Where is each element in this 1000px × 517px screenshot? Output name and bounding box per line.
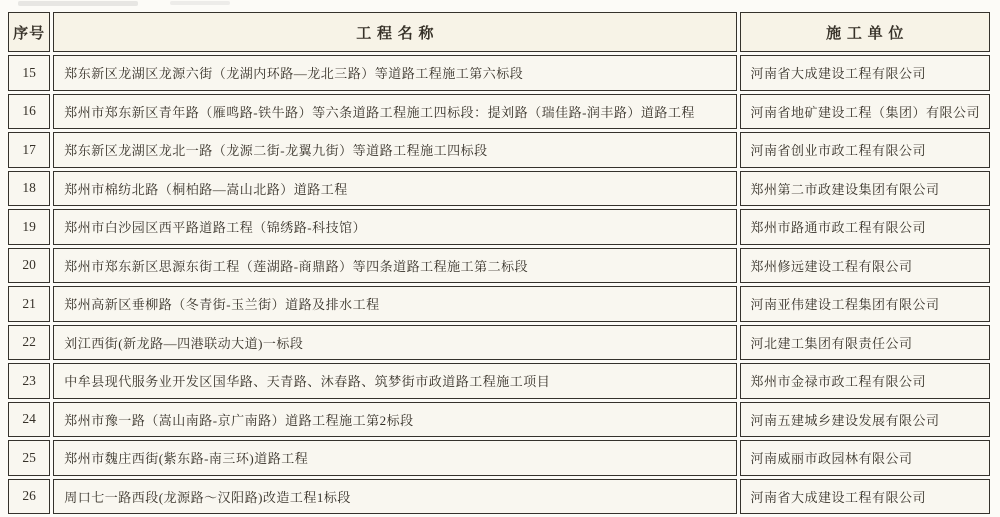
table-row bbox=[8, 248, 990, 284]
serial-number-cell: 18 bbox=[8, 171, 50, 207]
project-name-cell: 郑州市郑东新区青年路（雁鸣路-铁牛路）等六条道路工程施工四标段：提刘路（瑞佳路-润丰路）道路工程 bbox=[53, 94, 737, 130]
project-name-cell: 郑州市棉纺北路（桐柏路—嵩山北路）道路工程 bbox=[53, 171, 737, 207]
serial-number-cell: 25 bbox=[8, 440, 50, 476]
table-row bbox=[8, 132, 990, 168]
table-row bbox=[8, 209, 990, 245]
serial-number-cell: 20 bbox=[8, 248, 50, 284]
project-name-cell: 刘江西街(新龙路—四港联动大道)一标段 bbox=[53, 325, 737, 361]
contractor-cell: 河南威丽市政园林有限公司 bbox=[740, 440, 990, 476]
project-name-cell: 周口七一路西段(龙源路～汉阳路)改造工程1标段 bbox=[53, 479, 737, 515]
scan-artifact bbox=[18, 1, 138, 6]
table-row bbox=[8, 479, 990, 515]
serial-number-cell: 15 bbox=[8, 55, 50, 91]
project-name-cell: 郑州高新区垂柳路（冬青街-玉兰街）道路及排水工程 bbox=[53, 286, 737, 322]
project-name-cell: 郑州市白沙园区西平路道路工程（锦绣路-科技馆） bbox=[53, 209, 737, 245]
contractor-cell: 河南省创业市政工程有限公司 bbox=[740, 132, 990, 168]
serial-number-cell: 23 bbox=[8, 363, 50, 399]
contractor-cell: 郑州市路通市政工程有限公司 bbox=[740, 209, 990, 245]
table-row bbox=[8, 286, 990, 322]
serial-number-cell: 16 bbox=[8, 94, 50, 130]
contractor-cell: 河南亚伟建设工程集团有限公司 bbox=[740, 286, 990, 322]
project-name-cell: 郑东新区龙湖区龙源六街（龙湖内环路—龙北三路）等道路工程施工第六标段 bbox=[53, 55, 737, 91]
contractor-cell: 河北建工集团有限责任公司 bbox=[740, 325, 990, 361]
table-row bbox=[8, 440, 990, 476]
project-name-cell: 郑州市郑东新区思源东街工程（莲湖路-商鼎路）等四条道路工程施工第二标段 bbox=[53, 248, 737, 284]
serial-number-cell: 24 bbox=[8, 402, 50, 438]
serial-number-cell: 17 bbox=[8, 132, 50, 168]
contractor-cell: 河南省大成建设工程有限公司 bbox=[740, 479, 990, 515]
contractor-cell: 河南五建城乡建设发展有限公司 bbox=[740, 402, 990, 438]
project-name-cell: 郑州市魏庄西街(紫东路-南三环)道路工程 bbox=[53, 440, 737, 476]
table-row bbox=[8, 363, 990, 399]
project-contractor-table bbox=[5, 9, 993, 517]
header-contractor: 施 工 单 位 bbox=[740, 12, 990, 52]
scan-artifact bbox=[170, 1, 230, 5]
project-name-cell: 郑东新区龙湖区龙北一路（龙源二街-龙翼九街）等道路工程施工四标段 bbox=[53, 132, 737, 168]
table-row bbox=[8, 55, 990, 91]
serial-number-cell: 21 bbox=[8, 286, 50, 322]
header-project-name: 工 程 名 称 bbox=[53, 12, 737, 52]
contractor-cell: 河南省地矿建设工程（集团）有限公司 bbox=[740, 94, 990, 130]
serial-number-cell: 26 bbox=[8, 479, 50, 515]
contractor-cell: 郑州第二市政建设集团有限公司 bbox=[740, 171, 990, 207]
serial-number-cell: 19 bbox=[8, 209, 50, 245]
project-name-cell: 中牟县现代服务业开发区国华路、天青路、沐春路、筑梦街市政道路工程施工项目 bbox=[53, 363, 737, 399]
table-row bbox=[8, 325, 990, 361]
table-row bbox=[8, 94, 990, 130]
table-row bbox=[8, 171, 990, 207]
project-name-cell: 郑州市豫一路（嵩山南路-京广南路）道路工程施工第2标段 bbox=[53, 402, 737, 438]
table-row bbox=[8, 402, 990, 438]
contractor-cell: 河南省大成建设工程有限公司 bbox=[740, 55, 990, 91]
contractor-cell: 郑州修远建设工程有限公司 bbox=[740, 248, 990, 284]
header-serial-number: 序号 bbox=[8, 12, 50, 52]
contractor-cell: 郑州市金禄市政工程有限公司 bbox=[740, 363, 990, 399]
table-header-row bbox=[8, 12, 990, 52]
serial-number-cell: 22 bbox=[8, 325, 50, 361]
